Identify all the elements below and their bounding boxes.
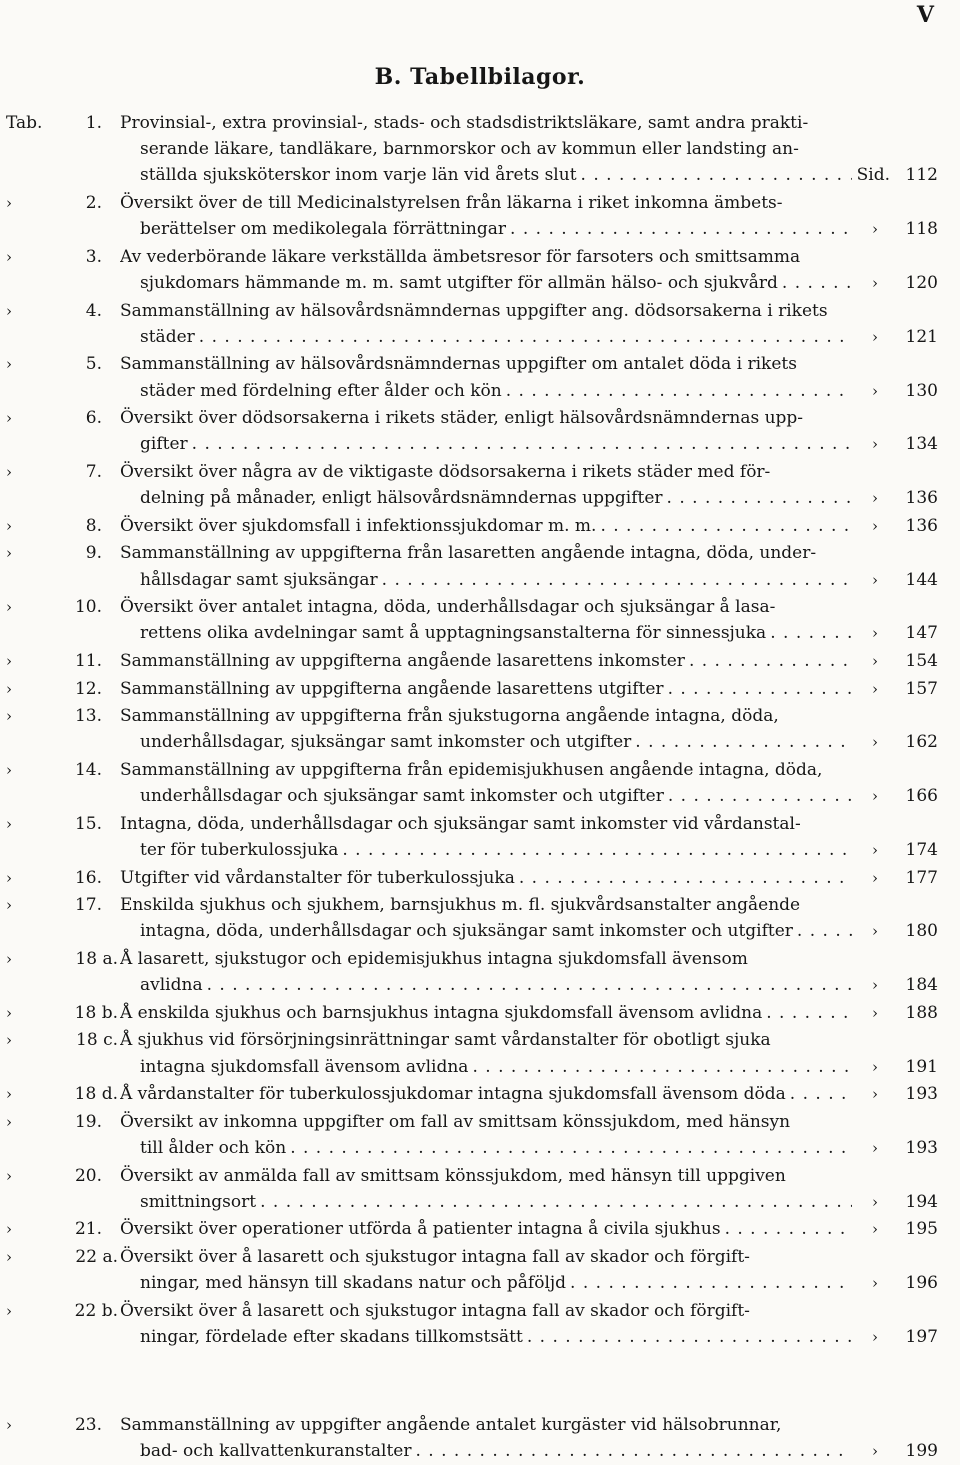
ditto-mark: ›	[6, 516, 12, 535]
page-number: 196	[905, 1273, 938, 1294]
toc-entry	[0, 1109, 960, 1161]
toc-entry	[0, 298, 960, 350]
entry-line: Översikt över å lasarett och sjukstugor intagna fall av skador och förgift-	[120, 1246, 750, 1267]
entry-number: 9.	[85, 543, 102, 564]
entry-title	[120, 405, 852, 457]
page-number: 157	[905, 678, 938, 699]
entry-number: 15.	[74, 813, 102, 834]
entry-line	[120, 676, 852, 702]
ditto-mark: ›	[872, 327, 878, 346]
entry-line: Å sjukhus vid försörjningsinrättningar samt vårdanstalter för obotligt sjuka	[120, 1030, 771, 1051]
ditto-mark: ›	[872, 274, 878, 292]
dot-leader	[664, 676, 852, 702]
ditto-mark: ›	[872, 489, 878, 508]
toc-entry	[0, 703, 960, 755]
page-reference	[872, 972, 938, 998]
ditto-mark: ›	[6, 1301, 12, 1320]
entry-title	[120, 513, 852, 539]
entry-line	[120, 1135, 852, 1161]
dot-leader	[685, 648, 852, 674]
entry-number: 22 b.	[74, 1300, 118, 1321]
toc-entry	[0, 892, 960, 944]
entry-line-text: Sammanställning av uppgifterna angående lasarettens inkomster	[120, 650, 685, 671]
page-reference	[872, 1081, 938, 1107]
entry-number: 18 b.	[74, 1002, 118, 1023]
dot-leader	[766, 620, 852, 646]
ditto-mark: ›	[872, 570, 878, 589]
ditto-mark: ›	[6, 462, 12, 481]
entry-line	[120, 1270, 852, 1296]
toc-entry	[0, 110, 960, 189]
entry-line	[120, 485, 852, 511]
entry-title	[120, 459, 852, 511]
entry-title	[120, 1244, 852, 1296]
page-number: 144	[905, 569, 938, 590]
entry-line: Översikt av anmälda fall av smittsam könssjukdom, med hänsyn till uppgiven	[120, 1165, 786, 1186]
page-reference	[872, 513, 938, 539]
toc-entry	[0, 1216, 960, 1242]
ditto-mark: ›	[6, 1085, 12, 1104]
entry-number: 3.	[85, 246, 102, 267]
entry-number: 2.	[85, 193, 102, 213]
entry-title	[120, 946, 852, 998]
toc-entry	[0, 1412, 960, 1464]
dot-leader	[256, 1189, 852, 1215]
entry-number: 12.	[74, 678, 102, 699]
page-number: 184	[905, 975, 938, 996]
ditto-mark: ›	[6, 1247, 12, 1266]
entry-title	[120, 1000, 852, 1026]
page-number: 197	[905, 1326, 938, 1347]
section-heading: B. Tabellbilagor.	[374, 64, 586, 90]
entry-line-text: sjukdomars hämmande m. m. samt utgifter för allmän hälso- och sjukvård	[140, 273, 778, 293]
entry-line-text: smittningsort	[140, 1191, 257, 1212]
entry-number: 18 a.	[75, 948, 118, 969]
ditto-mark: ›	[6, 651, 12, 670]
page-number: 166	[905, 786, 938, 807]
page-reference	[872, 1216, 938, 1242]
page-reference	[872, 431, 938, 457]
entry-line-text: delning på månader, enligt hälsovårdsnämndernas uppgifter	[140, 488, 663, 509]
entry-line-text: Å vårdanstalter för tuberkulossjukdomar intagna sjukdomsfall ävensom döda	[120, 1084, 786, 1105]
page-number: 177	[905, 867, 938, 888]
toc-entry	[0, 811, 960, 863]
ditto-mark: ›	[6, 1415, 12, 1434]
page-reference	[872, 783, 938, 809]
entry-line: Översikt över antalet intagna, döda, underhållsdagar och sjuksängar å lasa-	[120, 597, 776, 618]
entry-title	[120, 676, 852, 702]
ditto-mark: ›	[872, 1003, 878, 1022]
page-number: 188	[905, 1002, 938, 1023]
entry-line-text: städer med fördelning efter ålder och kön	[140, 380, 502, 401]
page-reference	[872, 1000, 938, 1026]
entry-number: 20.	[74, 1165, 102, 1186]
toc-entry	[0, 459, 960, 511]
page-number: 147	[905, 623, 938, 644]
page-reference	[872, 1189, 938, 1215]
entry-title	[120, 1027, 852, 1079]
ditto-mark: ›	[872, 651, 878, 670]
entry-line	[120, 972, 852, 998]
entry-line	[120, 1081, 852, 1107]
ditto-mark: ›	[872, 435, 878, 454]
page-number: 174	[905, 839, 938, 860]
ditto-mark: ›	[6, 301, 12, 320]
page-reference	[872, 1054, 938, 1080]
toc-entry	[0, 1244, 960, 1296]
toc-entry	[0, 1000, 960, 1026]
dot-leader	[506, 216, 852, 242]
toc-entry	[0, 405, 960, 457]
toc-entry	[0, 946, 960, 998]
page-reference	[857, 162, 938, 188]
page-reference	[872, 729, 938, 755]
entry-title	[120, 811, 852, 863]
ditto-mark: ›	[872, 1327, 878, 1346]
dot-leader	[286, 1135, 852, 1161]
entry-line	[120, 620, 852, 646]
entry-title	[120, 703, 852, 755]
dot-leader	[663, 485, 852, 511]
entry-line-text: avlidna	[140, 975, 203, 996]
page-number: 195	[905, 1219, 938, 1240]
toc-entry	[0, 190, 960, 242]
ditto-mark: ›	[6, 1166, 12, 1185]
entry-line	[120, 513, 852, 539]
entry-line	[120, 1054, 852, 1080]
toc-entry	[0, 1298, 960, 1350]
entry-number: 21.	[74, 1219, 102, 1240]
ditto-mark: ›	[872, 220, 878, 239]
dot-leader	[195, 324, 852, 350]
entry-number: 8.	[85, 515, 102, 536]
page-reference	[872, 676, 938, 702]
entry-line: Sammanställning av uppgifter angående antalet kurgäster vid hälsobrunnar,	[120, 1414, 782, 1435]
entry-line	[120, 216, 852, 242]
page-number: 136	[905, 515, 938, 536]
dot-leader	[188, 431, 852, 457]
ditto-mark: ›	[872, 381, 878, 400]
dot-leader	[786, 1081, 852, 1107]
entry-number: 14.	[74, 759, 102, 780]
dot-leader	[203, 972, 852, 998]
ditto-mark: ›	[6, 760, 12, 779]
page-reference	[872, 270, 938, 296]
toc-entry	[0, 513, 960, 539]
ditto-mark: ›	[872, 733, 878, 752]
ditto-mark: ›	[872, 516, 878, 535]
page-number: 199	[905, 1440, 938, 1461]
entry-line-text: underhållsdagar och sjuksängar samt inkomster och utgifter	[140, 786, 664, 807]
entry-number: 19.	[74, 1111, 102, 1132]
entry-line-text: Å enskilda sjukhus och barnsjukhus intagna sjukdomsfall ävensom avlidna	[120, 1002, 763, 1023]
tab-label: Tab.	[6, 113, 43, 133]
dot-leader	[762, 1000, 852, 1026]
entry-line: Sammanställning av hälsovårdsnämndernas uppgifter om antalet döda i rikets	[120, 354, 797, 375]
page-reference	[872, 1135, 938, 1161]
ditto-mark: ›	[872, 1085, 878, 1104]
entry-line: Enskilda sjukhus och sjukhem, barnsjukhus m. fl. sjukvårdsanstalter angående	[120, 895, 801, 916]
entry-title	[120, 1081, 852, 1107]
entry-line-text: ningar, fördelade efter skadans tillkomstsätt	[140, 1326, 523, 1347]
page-reference	[872, 485, 938, 511]
entry-number: 22 a.	[75, 1246, 118, 1267]
toc-entry	[0, 757, 960, 809]
entry-line-text: berättelser om medikolegala förrättningar	[140, 219, 507, 240]
dot-leader	[566, 1270, 852, 1296]
entry-line-text: Översikt över operationer utförda å patienter intagna å civila sjukhus	[120, 1219, 721, 1240]
entry-line	[120, 1000, 852, 1026]
ditto-mark: ›	[6, 544, 12, 563]
page-reference	[872, 1438, 938, 1464]
ditto-mark: ›	[872, 1441, 878, 1460]
dot-leader	[793, 918, 852, 944]
ditto-mark: ›	[6, 1031, 12, 1050]
entry-number: 5.	[85, 354, 102, 375]
page-roman-numeral: V	[916, 2, 934, 28]
entry-line-text: rettens olika avdelningar samt å upptagningsanstalterna för sinnessjuka	[140, 623, 767, 644]
entry-line: Översikt av inkomna uppgifter om fall av smittsam könssjukdom, med hänsyn	[120, 1111, 791, 1132]
sid-label: Sid.	[856, 165, 890, 186]
entry-title	[120, 244, 852, 296]
dot-leader	[721, 1216, 852, 1242]
entry-line-text: Utgifter vid vårdanstalter för tuberkulossjuka	[120, 867, 515, 888]
dot-leader	[631, 729, 852, 755]
page-reference	[872, 1324, 938, 1350]
entry-line	[120, 270, 852, 296]
toc-entry	[0, 594, 960, 646]
page-reference	[872, 567, 938, 593]
entry-line	[120, 1324, 852, 1350]
ditto-mark: ›	[872, 922, 878, 941]
entry-line: Intagna, döda, underhållsdagar och sjuksängar samt inkomster vid vårdanstal-	[120, 813, 801, 834]
entry-line-text: intagna, döda, underhållsdagar och sjuksängar samt inkomster och utgifter	[140, 921, 793, 942]
page-number: 154	[905, 650, 938, 671]
ditto-mark: ›	[872, 1220, 878, 1239]
entry-line: Översikt över dödsorsakerna i rikets städer, enligt hälsovårdsnämndernas upp-	[120, 408, 804, 429]
ditto-mark: ›	[872, 679, 878, 698]
page-reference	[872, 1270, 938, 1296]
entry-line	[120, 1189, 852, 1215]
entry-title	[120, 1163, 852, 1215]
dot-leader	[515, 865, 852, 891]
entry-line	[120, 1216, 852, 1242]
entry-number: 23.	[74, 1414, 102, 1435]
ditto-mark: ›	[6, 896, 12, 915]
ditto-mark: ›	[6, 814, 12, 833]
entry-line-text: bad- och kallvattenkuranstalter	[140, 1440, 412, 1461]
entry-line-text: underhållsdagar, sjuksängar samt inkomster och utgifter	[140, 732, 632, 753]
ditto-mark: ›	[6, 598, 12, 617]
page-number: 193	[905, 1084, 938, 1105]
toc-entry	[0, 1027, 960, 1079]
spacer	[0, 1352, 960, 1412]
entry-line	[120, 431, 852, 457]
page-number: 191	[905, 1056, 938, 1077]
toc-entry	[0, 1081, 960, 1107]
entry-line-text: Översikt över sjukdomsfall i infektionssjukdomar m. m.	[120, 515, 597, 536]
entry-number: 6.	[85, 408, 102, 429]
ditto-mark: ›	[6, 355, 12, 374]
entry-line-text: gifter	[140, 434, 188, 455]
entry-title	[120, 648, 852, 674]
entry-title	[120, 1216, 852, 1242]
ditto-mark: ›	[872, 976, 878, 995]
entry-line	[120, 162, 852, 188]
entry-title	[120, 298, 852, 350]
entry-title	[120, 1298, 852, 1350]
toc-entry	[0, 676, 960, 702]
ditto-mark: ›	[872, 1274, 878, 1293]
entry-number: 17.	[74, 895, 102, 916]
entry-line	[120, 324, 852, 350]
ditto-mark: ›	[6, 949, 12, 968]
page-reference	[872, 648, 938, 674]
page-number: 180	[905, 921, 938, 942]
entry-line: Provinsial-, extra provinsial-, stads- och stadsdistriktsläkare, samt andra prakti-	[120, 113, 809, 133]
entry-line	[120, 1438, 852, 1464]
entry-line	[120, 837, 852, 863]
page-reference	[872, 620, 938, 646]
page-number: 130	[905, 380, 938, 401]
entry-title	[120, 757, 852, 809]
ditto-mark: ›	[6, 679, 12, 698]
entry-line: serande läkare, tandläkare, barnmorskor och av kommun eller landsting an-	[140, 139, 799, 160]
page-number: 112	[905, 165, 938, 186]
entry-line: Översikt över några av de viktigaste dödsorsakerna i rikets städer med för-	[120, 461, 771, 482]
entry-number: 4.	[85, 300, 102, 321]
page-number: 136	[905, 488, 938, 509]
toc-entry	[0, 865, 960, 891]
entry-line	[120, 918, 852, 944]
ditto-mark: ›	[6, 247, 12, 266]
entry-number: 16.	[74, 867, 102, 888]
entry-number: 11.	[74, 650, 102, 671]
entry-line: Sammanställning av uppgifterna från lasaretten angående intagna, döda, under-	[120, 543, 817, 564]
entry-line	[120, 378, 852, 404]
entry-line: Av vederbörande läkare verkställda ämbetsresor för farsoters och smittsamma	[120, 246, 801, 267]
ditto-mark: ›	[872, 624, 878, 643]
toc-entry	[0, 648, 960, 674]
page-reference	[872, 865, 938, 891]
entry-title	[120, 351, 852, 403]
entry-number: 18 c.	[76, 1030, 118, 1051]
entry-line-text: till ålder och kön	[140, 1137, 287, 1158]
entry-title	[120, 110, 852, 189]
entry-line-text: intagna sjukdomsfall ävensom avlidna	[140, 1056, 469, 1077]
entry-line-text: städer	[140, 326, 195, 347]
entry-title	[120, 865, 852, 891]
entry-title	[120, 1412, 852, 1464]
dot-leader	[778, 270, 852, 296]
page-reference	[872, 378, 938, 404]
page-number: 118	[905, 219, 938, 240]
ditto-mark: ›	[6, 1003, 12, 1022]
page-number: 194	[905, 1191, 938, 1212]
entry-number: 13.	[74, 706, 102, 727]
ditto-mark: ›	[872, 1192, 878, 1211]
page-number: 134	[905, 434, 938, 455]
entry-title	[120, 594, 852, 646]
entry-line: Översikt över å lasarett och sjukstugor intagna fall av skador och förgift-	[120, 1300, 750, 1321]
ditto-mark: ›	[872, 840, 878, 859]
entry-title	[120, 892, 852, 944]
ditto-mark: ›	[872, 1138, 878, 1157]
entry-line	[120, 567, 852, 593]
page-reference	[872, 324, 938, 350]
page-reference	[872, 918, 938, 944]
entry-title	[120, 540, 852, 592]
ditto-mark: ›	[872, 1057, 878, 1076]
entry-title	[120, 1109, 852, 1161]
entry-number: 18 d.	[74, 1084, 118, 1105]
entry-line	[120, 865, 852, 891]
entry-line	[120, 729, 852, 755]
dot-leader	[412, 1438, 853, 1464]
entry-title	[120, 190, 852, 242]
entry-line-text: Sammanställning av uppgifterna angående lasarettens utgifter	[120, 678, 664, 699]
entry-line-text: ningar, med hänsyn till skadans natur och påföljd	[140, 1273, 567, 1294]
entry-line	[120, 648, 852, 674]
entry-line-text: ställda sjuksköterskor inom varje län vid årets slut	[140, 165, 577, 186]
dot-leader	[502, 378, 852, 404]
page-reference	[872, 837, 938, 863]
entry-line: Sammanställning av uppgifterna från sjukstugorna angående intagna, döda,	[120, 706, 779, 727]
entry-line: Sammanställning av uppgifterna från epidemisjukhusen angående intagna, döda,	[120, 759, 823, 780]
entry-number: 10.	[74, 597, 102, 618]
entry-line	[120, 783, 852, 809]
ditto-mark: ›	[6, 1112, 12, 1131]
entry-line-text: ter för tuberkulossjuka	[140, 839, 339, 860]
ditto-mark: ›	[6, 707, 12, 726]
toc-entry	[0, 540, 960, 592]
ditto-mark: ›	[872, 868, 878, 887]
toc-entry	[0, 351, 960, 403]
entry-line: Översikt över de till Medicinalstyrelsen från läkarna i riket inkomna ämbets-	[120, 193, 783, 213]
ditto-mark: ›	[6, 1220, 12, 1239]
dot-leader	[577, 162, 852, 188]
dot-leader	[378, 567, 852, 593]
page-number: 162	[905, 732, 938, 753]
entry-number: 7.	[85, 461, 102, 482]
toc-entry	[0, 1163, 960, 1215]
dot-leader	[523, 1324, 852, 1350]
page-number: 193	[905, 1137, 938, 1158]
dot-leader	[338, 837, 852, 863]
entry-number: 1.	[85, 113, 102, 133]
entry-line-text: hållsdagar samt sjuksängar	[140, 569, 378, 590]
ditto-mark: ›	[6, 409, 12, 428]
table-of-contents	[0, 110, 960, 1465]
entry-line: Å lasarett, sjukstugor och epidemisjukhus intagna sjukdomsfall ävensom	[120, 948, 748, 969]
page-number: 121	[905, 326, 938, 347]
ditto-mark: ›	[6, 194, 12, 212]
toc-entry	[0, 244, 960, 296]
page-reference	[872, 216, 938, 242]
ditto-mark: ›	[872, 787, 878, 806]
dot-leader	[468, 1054, 852, 1080]
page-number: 120	[905, 273, 938, 293]
dot-leader	[664, 783, 852, 809]
dot-leader	[596, 513, 852, 539]
entry-line: Sammanställning av hälsovårdsnämndernas uppgifter ang. dödsorsakerna i rikets	[120, 300, 828, 321]
ditto-mark: ›	[6, 868, 12, 887]
